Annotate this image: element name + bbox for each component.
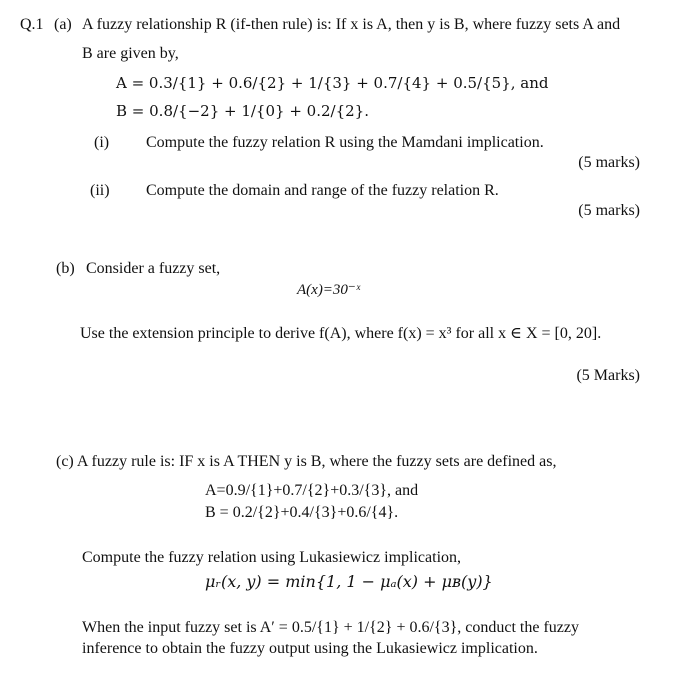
part-c-inference-line2: inference to obtain the fuzzy output using the Lukasiewicz implication. — [82, 640, 538, 657]
part-b-marks: (5 Marks) — [576, 367, 640, 384]
part-c-compute-text: Compute the fuzzy relation using Lukasiewicz implication, — [82, 549, 462, 566]
sub-i-marks: (5 marks) — [578, 154, 640, 171]
part-b-intro: Consider a fuzzy set, — [86, 260, 221, 277]
sub-i-text: Compute the fuzzy relation R using the Mamdani implication. — [146, 134, 544, 151]
part-c-intro: (c) A fuzzy rule is: IF x is A THEN y is B, where the fuzzy sets are defined as, — [56, 453, 557, 470]
part-b-formula: A(x)=30⁻ˣ — [297, 282, 361, 298]
sub-i-label: (i) — [94, 134, 110, 151]
part-a-set-a: A = 0.3/{1} + 0.6/{2} + 1/{3} + 0.7/{4} + 0.5/{5}, and — [116, 74, 549, 92]
sub-ii-label: (ii) — [90, 182, 110, 199]
part-c-inference-line1: When the input fuzzy set is A′ = 0.5/{1} + 1/{2} + 0.6/{3}, conduct the fuzzy — [82, 619, 579, 636]
part-b-text: Use the extension principle to derive f(A), where f(x) = x³ for all x ∈ X = [0, 20]. — [80, 325, 602, 342]
sub-ii-text: Compute the domain and range of the fuzzy relation R. — [146, 182, 499, 199]
part-c-set-a: A=0.9/{1}+0.7/{2}+0.3/{3}, and — [205, 482, 419, 499]
part-a-set-b: B = 0.8/{−2} + 1/{0} + 0.2/{2}. — [116, 102, 369, 120]
part-a-label: (a) — [54, 16, 72, 33]
part-c-formula: μᵣ(x, y) = min{1, 1 − μₐ(x) + μʙ(y)} — [205, 572, 493, 591]
part-a-intro-line2: B are given by, — [82, 45, 179, 62]
part-b-label: (b) — [56, 260, 75, 277]
part-a-intro-line1: A fuzzy relationship R (if-then rule) is: If x is A, then y is B, where fuzzy sets A and — [82, 16, 621, 33]
sub-ii-marks: (5 marks) — [578, 202, 640, 219]
question-number: Q.1 — [20, 16, 44, 33]
part-c-set-b: B = 0.2/{2}+0.4/{3}+0.6/{4}. — [205, 504, 399, 521]
